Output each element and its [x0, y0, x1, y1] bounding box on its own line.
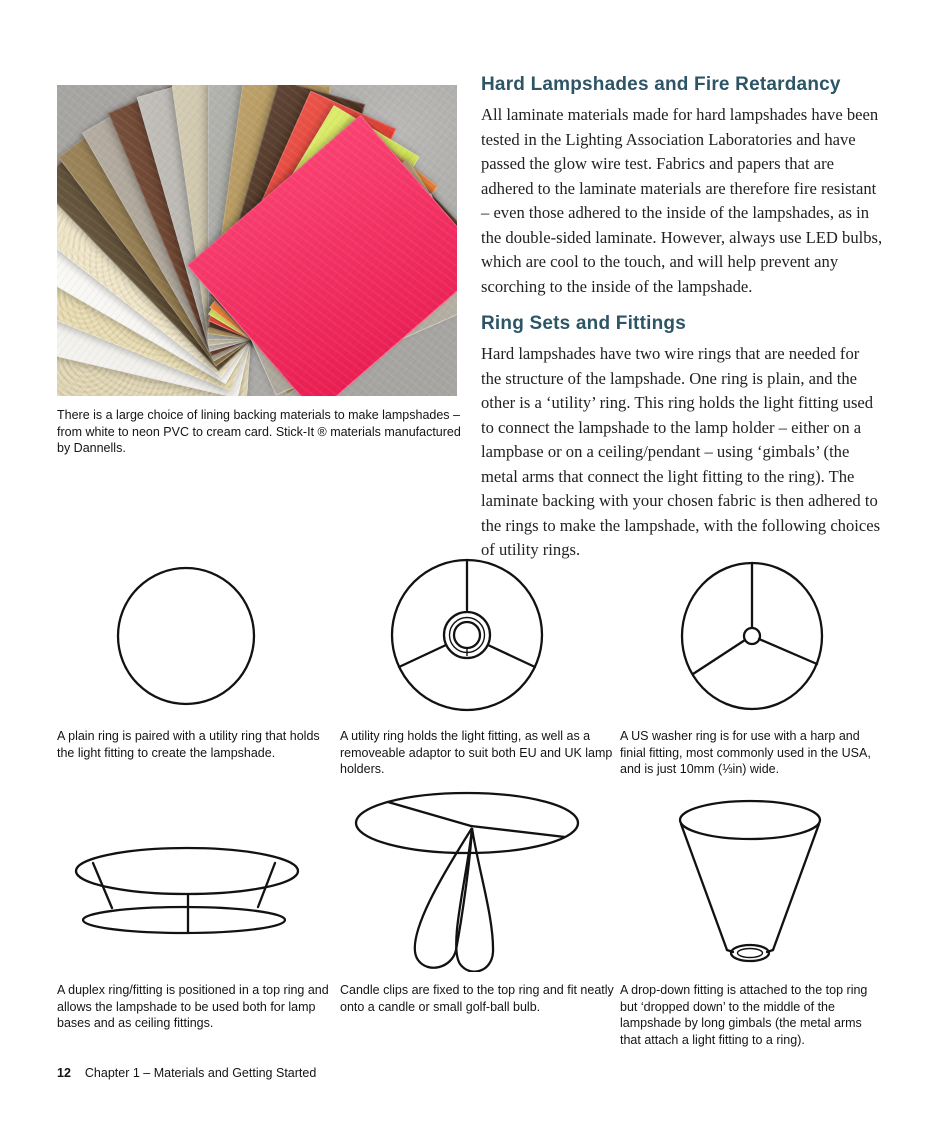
utility-ring-diagram — [340, 555, 617, 715]
section-body-ring-sets: Hard lampshades have two wire rings that are needed for the structure of the lampshade. One ring is plain, and the other is a ‘utility’ ring. This ring holds the light fitting used to connect the lampshade to the lamp holder – either on a lampbase or on a ceiling/pendant – using ‘gimbals’ (the metal arms that connect the light fitting to the ring). The laminate backing with your chosen fabric is then adhered to the rings to make the lampshade, with the following choices of utility rings. — [481, 344, 881, 559]
section-body-fire-retardancy: All laminate materials made for hard lampshades have been tested in the Lighting Association Laboratories and have passed the glow wire test. Fabrics and papers that are adhered to the laminate materials are therefore fire resistant – even those adhered to the inside of the lampshades, as in the double-sided laminate. However, always use LED bulbs, which are cool to the touch, and will help prevent any scorching to the inside of the lampshade. — [481, 105, 883, 296]
section-heading-fire-retardancy: Hard Lampshades and Fire Retardancy — [481, 74, 841, 95]
section-heading-ring-sets: Ring Sets and Fittings — [481, 313, 686, 334]
photo-caption: There is a large choice of lining backing materials to make lampshades – from white to neon PVC to cream card. Stick-It ® materials manufactured by Dannells. — [57, 408, 461, 455]
figure-us-washer-ring — [620, 555, 882, 778]
candle-clip-diagram — [340, 788, 617, 972]
figure-candle-clip — [340, 788, 617, 1015]
figure-plain-ring — [57, 555, 338, 761]
figure-drop-down-fitting — [620, 788, 880, 1048]
us-washer-ring-diagram — [620, 555, 882, 715]
figure-caption: A drop-down fitting is attached to the top ring but ‘dropped down’ to the middle of the lampshade by long gimbals (the metal arms that attach a light fitting to a ring). — [620, 983, 868, 1047]
chapter-title: Chapter 1 – Materials and Getting Started — [84, 1066, 317, 1080]
figure-caption: A utility ring holds the light fitting, as well as a removeable adaptor to suit both EU and UK lamp holders. — [340, 729, 613, 776]
figure-duplex-ring — [57, 788, 338, 1032]
plain-ring-diagram — [57, 555, 338, 715]
material-fan — [57, 85, 457, 396]
figure-caption: A plain ring is paired with a utility ring that holds the light fitting to create the lampshade. — [57, 729, 320, 760]
page-number: 12 — [57, 1066, 71, 1080]
figure-caption: Candle clips are fixed to the top ring and fit neatly onto a candle or small golf-ball bulb. — [340, 983, 614, 1014]
figure-caption: A duplex ring/fitting is positioned in a top ring and allows the lampshade to be used both for lamp bases and as ceiling fittings. — [57, 983, 329, 1030]
materials-photo — [57, 85, 457, 396]
figure-caption: A US washer ring is for use with a harp and finial fitting, most commonly used in the USA, and is just 10mm (⅓in) wide. — [620, 729, 871, 776]
drop-down-fitting-diagram — [620, 788, 880, 972]
duplex-ring-diagram — [57, 788, 338, 972]
page-footer — [57, 1066, 316, 1080]
figure-utility-ring — [340, 555, 617, 778]
text-column — [481, 74, 883, 577]
